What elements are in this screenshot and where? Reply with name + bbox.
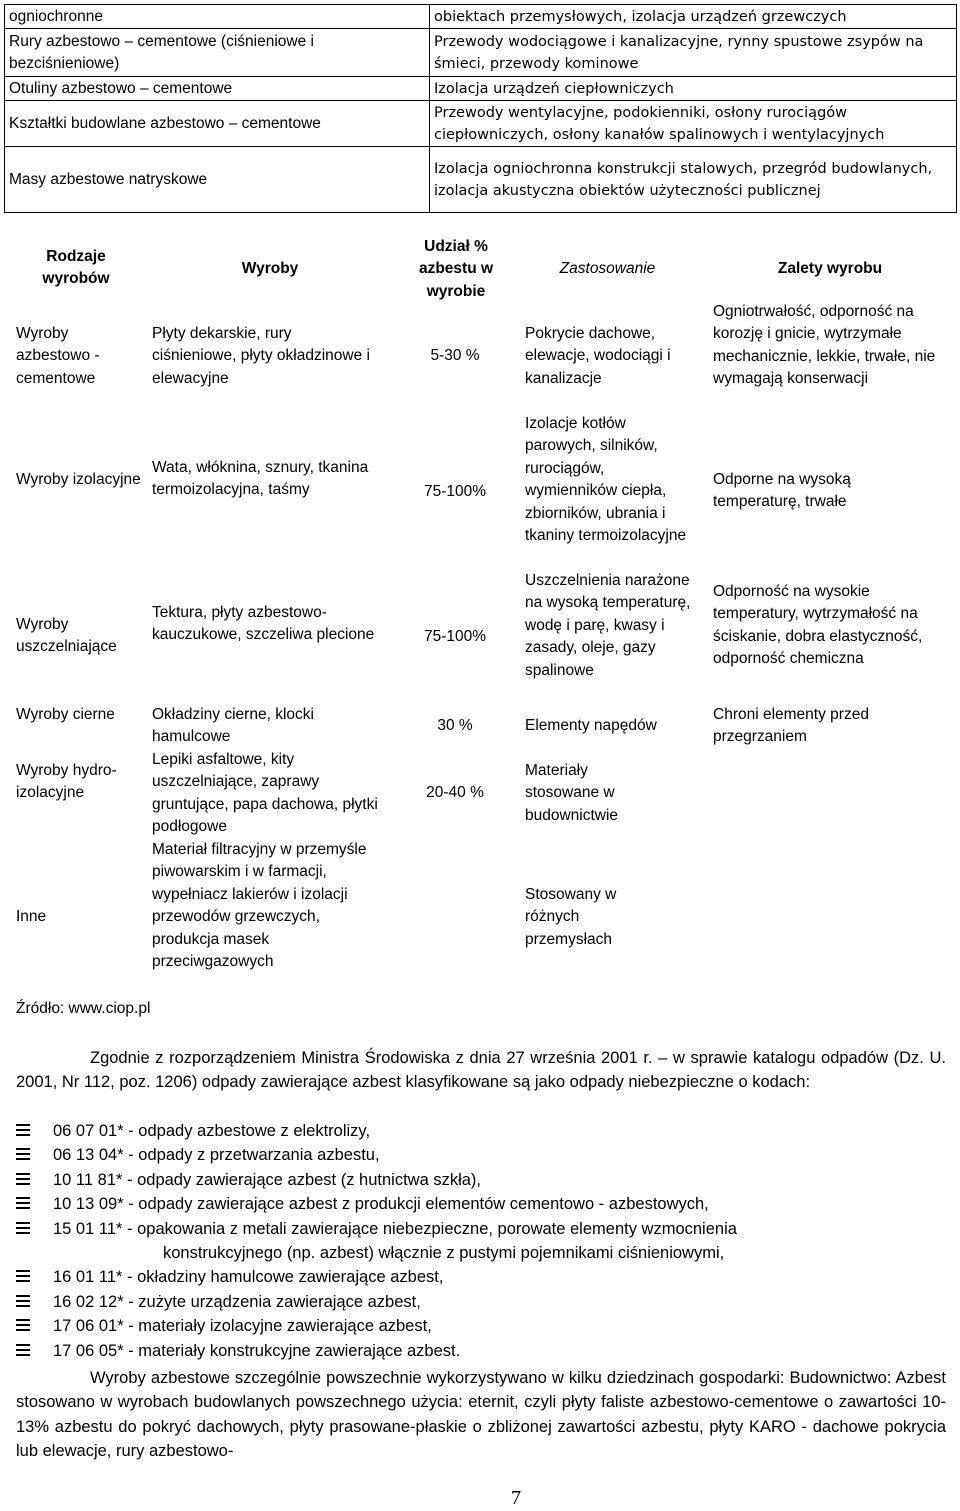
row-advantages: Odporne na wysoką temperaturę, trwałe [713,471,851,511]
list-item: 06 07 01* - odpady azbestowe z elektrolizy, [16,1119,946,1143]
row-share: 20-40 % [426,784,484,801]
list-item: 10 11 81* - odpady zawierające azbest (z hutnictwa szkła), [16,1168,946,1192]
header-types: Rodzaje wyrobów [42,248,110,288]
row-share: 30 % [437,717,473,734]
row-usage: Pokrycie dachowe, elewacje, wodociągi i kanalizacje [525,325,671,387]
square-bullet-icon [16,1148,30,1160]
row-type: Wyroby uszczelniające [16,616,117,656]
header-usage: Zastosowanie [559,260,656,277]
outro-paragraph [16,1366,946,1464]
row-usage: Materiały stosowane w budownictwie [525,762,619,824]
square-bullet-icon [16,1344,30,1356]
list-item: 10 13 09* - odpady zawierające azbest z produkcji elementów cementowo - azbestowych, [16,1192,946,1216]
row-usage: Uszczelnienia narażone na wysoką temperaturę, wodę i parę, kwasy i zasady, oleje, gazy spalinowe [525,572,691,679]
square-bullet-icon [16,1222,30,1234]
table-row [5,29,957,77]
outro-text: Wyroby azbestowe szczególnie powszechnie wykorzystywano w kilku dziedzinach gospodarki: Budownictwo: Azbest stosowano w wyrobach budowlanych powszechnego użycia: eternit, czyli płyty faliste azbestowo-cementowe o zawartości 10-13% azbestu do pokryć dachowych, płyty prasowane-płaskie o zbliżonej zawartości azbestu, płyty KARO - dachowe pokrycia lub elewacje, rury azbestowo- [16,1369,946,1461]
intro-text: Zgodnie z rozporządzeniem Ministra Środowiska z dnia 27 września 2001 r. – w sprawie katalogu odpadów (Dz. U. 2001, Nr 112, poz. 1206) odpady zawierające azbest klasyfikowane są jako odpady niebezpieczne o kodach: [16,1049,946,1092]
row-usage: Elementy napędów [525,717,657,734]
product-use-cell: Przewody wentylacyjne, podokienniki, osłony rurociągów ciepłowniczych, osłony kanałów spalinowych i wentylacyjnych [430,101,957,147]
row-products: Wata, włóknina, sznury, tkanina termoizolacyjna, taśmy [152,459,369,499]
product-name-cell: ogniochronne [5,5,430,29]
square-bullet-icon [16,1295,30,1307]
list-item: 17 06 01* - materiały izolacyjne zawierające azbest, [16,1314,946,1338]
list-item: 15 01 11* - opakowania z metali zawierające niebezpieczne, porowate elementy wzmocnienia [16,1217,946,1241]
square-bullet-icon [16,1173,30,1185]
waste-codes-list [16,1119,946,1363]
product-name-cell: Otuliny azbestowo – cementowe [5,77,430,101]
page-number: 7 [511,1487,521,1509]
product-use-cell: Przewody wodociągowe i kanalizacyjne, rynny spustowe zsypów na śmieci, przewody kominowe [430,29,957,77]
header-products: Wyroby [241,260,299,277]
list-item: 16 01 11* - okładziny hamulcowe zawierające azbest, [16,1265,946,1289]
row-products: Okładziny cierne, klocki hamulcowe [152,706,314,746]
row-type: Wyroby hydro-izolacyjne [16,762,117,802]
product-use-cell: obiektach przemysłowych, izolacja urządzeń grzewczych [430,5,957,29]
row-advantages: Odporność na wysokie temperatury, wytrzymałość na ściskanie, dobra elastyczność, odporność chemiczna [713,583,923,668]
product-name-cell: Kształtki budowlane azbestowo – cementowe [5,101,430,147]
list-item: 16 02 12* - zużyte urządzenia zawierające azbest, [16,1290,946,1314]
intro-paragraph [16,1046,946,1095]
row-share: 75-100% [423,628,487,645]
table-row [5,101,957,147]
row-products: Lepiki asfaltowe, kity uszczelniające, zaprawy gruntujące, papa dachowa, płytki podłogowe [152,751,378,836]
product-name-cell: Rury azbestowo – cementowe (ciśnieniowe i bezciśnieniowe) [5,29,430,77]
row-usage: Izolacje kotłów parowych, silników, rurociągów, wymienników ciepła, zbiorników, ubrania i tkaniny termoizolacyjne [525,415,687,545]
product-name-cell: Masy azbestowe natryskowe [5,147,430,213]
row-products: Tektura, płyty azbestowo-kauczukowe, szczeliwa plecione [152,604,375,644]
square-bullet-icon [16,1270,30,1282]
list-item: 06 13 04* - odpady z przetwarzania azbestu, [16,1143,946,1167]
table-row [5,5,957,29]
header-share: Udział % azbestu w wyrobie [418,238,494,300]
square-bullet-icon [16,1319,30,1331]
product-use-cell: Izolacja urządzeń ciepłowniczych [430,77,957,101]
row-share: 5-30 % [430,347,480,364]
row-type: Wyroby izolacyjne [16,471,141,488]
product-use-cell: Izolacja ogniochronna konstrukcji stalowych, przegród budowlanych, izolacja akustyczna obiektów użyteczności publicznej [430,147,957,213]
source-note: Źródło: www.ciop.pl [16,1000,151,1017]
square-bullet-icon [16,1197,30,1209]
row-usage: Stosowany w różnych przemysłach [525,886,617,948]
row-share: 75-100% [423,483,487,500]
table-row [5,77,957,101]
row-products: Materiał filtracyjny w przemyśle piwowarskim i w farmacji, wypełniacz lakierów i izolacji przewodów grzewczych, produkcja masek przeciwgazowych [152,841,367,971]
square-bullet-icon [16,1124,30,1136]
header-advantages: Zalety wyrobu [777,260,883,277]
asbestos-products-table [4,4,957,213]
row-advantages: Chroni elementy przed przegrzaniem [713,706,869,746]
row-advantages: Ogniotrwałość, odporność na korozję i gnicie, wytrzymałe mechanicznie, lekkie, trwałe, nie wymagają konserwacji [713,303,936,388]
list-item: 17 06 05* - materiały konstrukcyjne zawierające azbest. [16,1339,946,1363]
row-type: Inne [16,908,47,925]
row-type: Wyroby azbestowo - cementowe [16,325,100,387]
row-products: Płyty dekarskie, rury ciśnieniowe, płyty okładzinowe i elewacyjne [152,325,370,387]
table-row [5,147,957,213]
row-type: Wyroby cierne [16,706,115,723]
list-item-continuation: konstrukcyjnego (np. azbest) włącznie z pustymi pojemnikami ciśnieniowymi, [163,1243,725,1262]
